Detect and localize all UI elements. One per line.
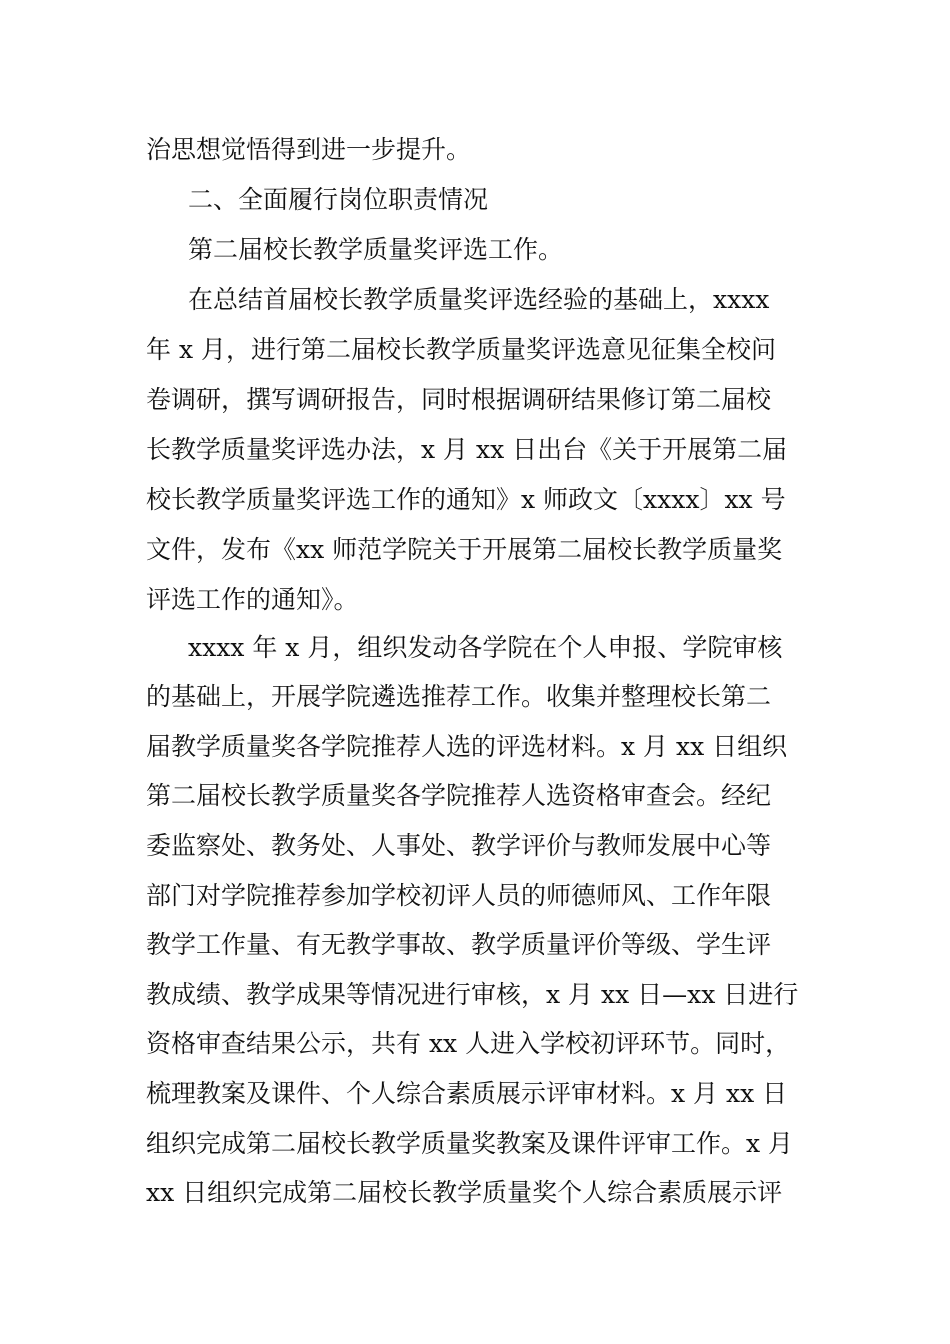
section-heading: 二、全面履行岗位职责情况 xyxy=(188,185,489,214)
text-line: 长教学质量奖评选办法，x 月 xx 日出台《关于开展第二届 xyxy=(146,435,788,464)
text-line: xx 日组织完成第二届校长教学质量奖个人综合素质展示评 xyxy=(146,1178,783,1207)
text-line: 治思想觉悟得到进一步提升。 xyxy=(146,135,472,164)
text-line: xxxx 年 x 月，组织发动各学院在个人申报、学院审核 xyxy=(188,633,783,662)
text-line: 梳理教案及课件、个人综合素质展示评审材料。x 月 xx 日 xyxy=(146,1079,788,1108)
text-line: 年 x 月，进行第二届校长教学质量奖评选意见征集全校问 xyxy=(146,335,776,364)
text-line: 组织完成第二届校长教学质量奖教案及课件评审工作。x 月 xyxy=(146,1129,794,1158)
text-line: 第二届校长教学质量奖各学院推荐人选资格审查会。经纪 xyxy=(146,781,772,810)
text-line: 届教学质量奖各学院推荐人选的评选材料。x 月 xx 日组织 xyxy=(146,732,788,761)
text-line: 文件，发布《xx 师范学院关于开展第二届校长教学质量奖 xyxy=(146,535,783,564)
text-line: 在总结首届校长教学质量奖评选经验的基础上，xxxx xyxy=(188,285,770,314)
subsection-heading: 第二届校长教学质量奖评选工作。 xyxy=(188,235,564,264)
text-line: 校长教学质量奖评选工作的通知》x 师政文〔xxxx〕xx 号 xyxy=(146,485,786,514)
text-line: 教学工作量、有无教学事故、教学质量评价等级、学生评 xyxy=(146,930,772,959)
text-line: 教成绩、教学成果等情况进行审核，x 月 xx 日—xx 日进行 xyxy=(146,980,799,1009)
text-line: 部门对学院推荐参加学校初评人员的师德师风、工作年限 xyxy=(146,881,772,910)
text-line: 评选工作的通知》。 xyxy=(146,585,359,614)
text-line: 委监察处、教务处、人事处、教学评价与教师发展中心等 xyxy=(146,831,772,860)
text-line: 的基础上，开展学院遴选推荐工作。收集并整理校长第二 xyxy=(146,682,772,711)
text-line: 卷调研，撰写调研报告，同时根据调研结果修订第二届校 xyxy=(146,385,772,414)
text-line: 资格审查结果公示，共有 xx 人进入学校初评环节。同时， xyxy=(146,1029,791,1058)
